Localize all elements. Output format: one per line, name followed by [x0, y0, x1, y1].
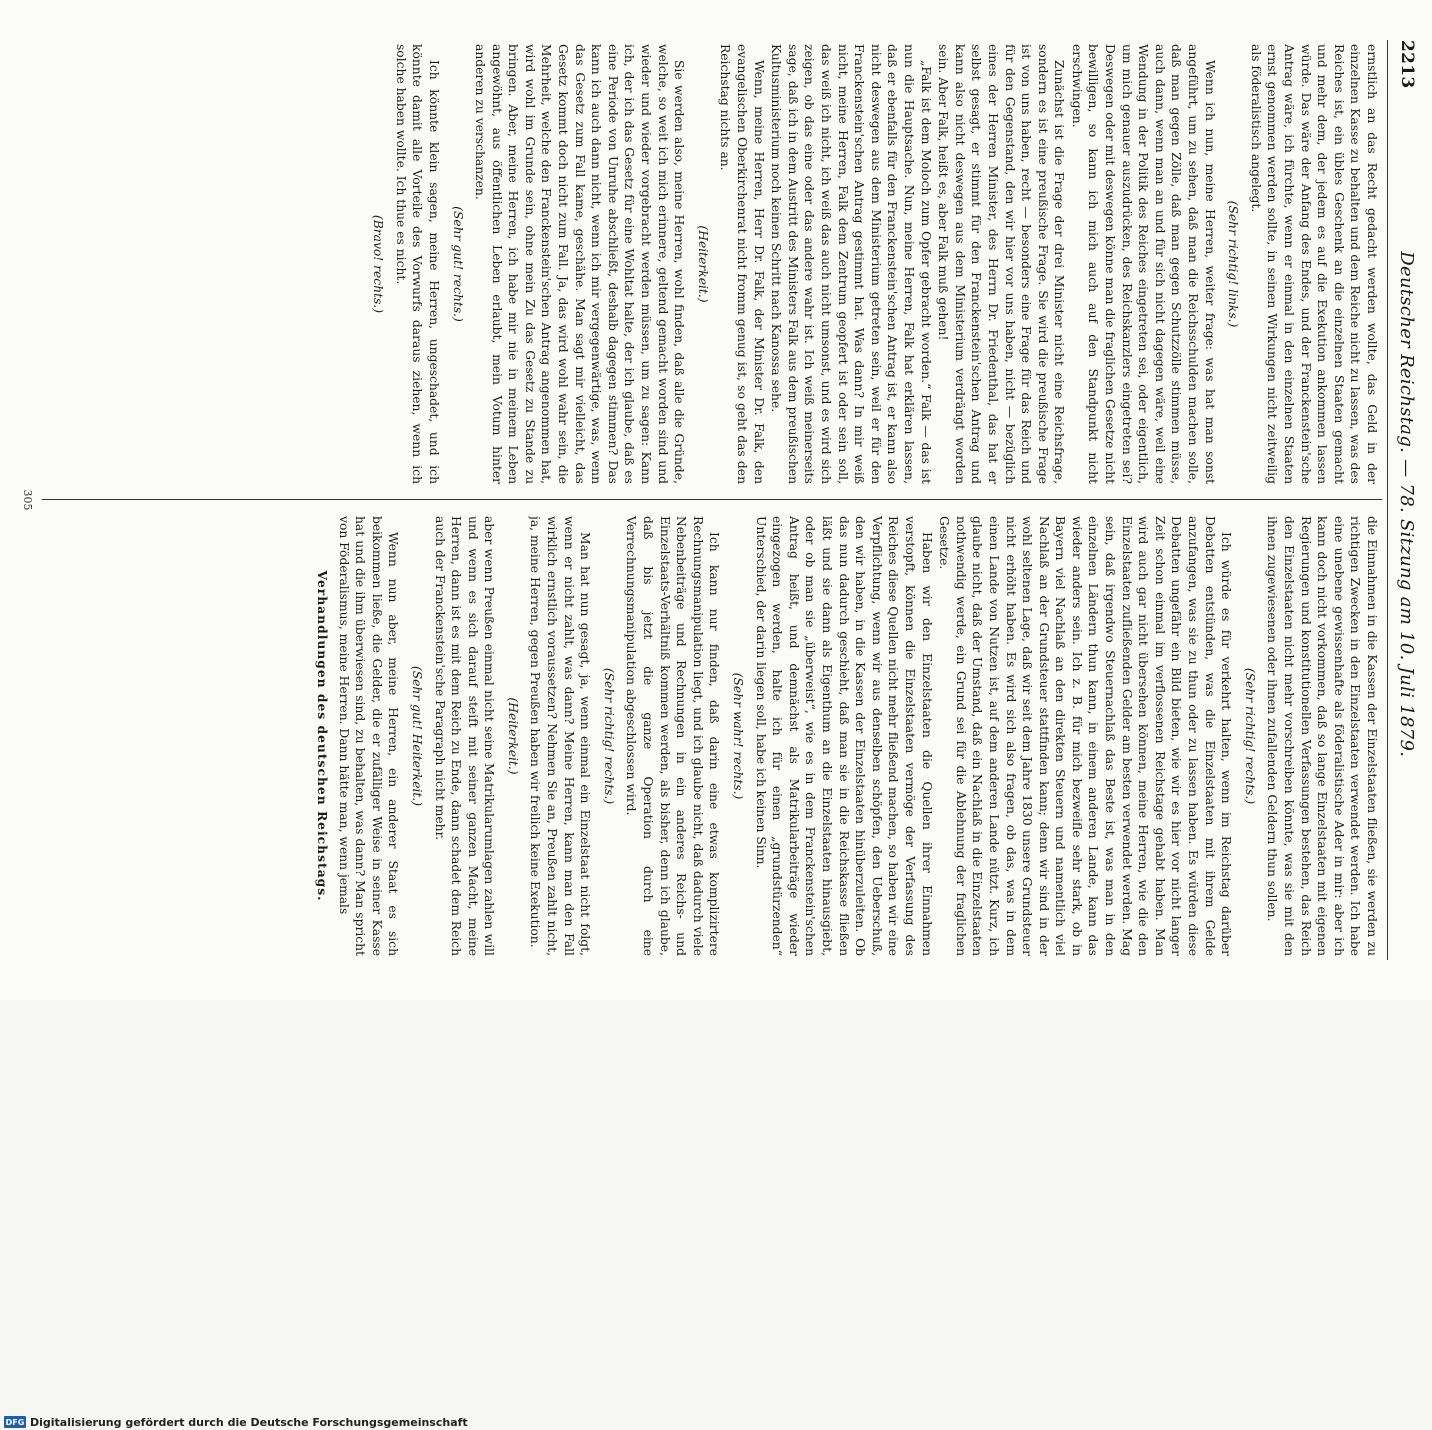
page-header: [1392, 40, 1422, 960]
interjection: (Bravo! rechts.): [371, 214, 386, 314]
paragraph: „Falk ist dem Moloch zum Opfer gebracht worden.“ Falk — das ist nun die Hauptsache. Nun, meine Herren, Falk hat erklären lassen, daß er ebenfalls für den Franckenstein'schen Antrag ist, er kann also nicht deswegen aus dem Ministerium getreten sein, weil er für den Franckenstein'schen Antrag gestimmt hat. Was dann? In mir weiß nicht, meine Herren, Falk dem Zentrum geopfert ist oder sein soll, das weiß ich nicht, ich weiß das auch nicht umsonst, und es wird sich zeigen, ob das eine oder das andere wahr ist. Ich weiß meinerseits sage, daß ich in dem Austritt des Ministers Falk aus dem preußischen Kultusministerium noch keinen Schritt nach Kanossa sehe.: [769, 44, 933, 484]
page-number: 2213: [1397, 40, 1417, 89]
column-divider: [42, 499, 1382, 500]
dfg-logo-icon: DFG: [5, 1417, 25, 1427]
interjection: (Sehr gut! Heiterkeit.): [409, 665, 424, 807]
paragraph: Wenn, meine Herren, Herr Dr. Falk, der Minister Dr. Falk, den evangelischen Oberkirchenrat nicht fromm genug ist, so geht das den Reichstag nichts an.: [718, 44, 766, 484]
paragraph: ernstlich an das Recht gedacht werden wollte, das Geld in der einzelnen Kasse zu behalten und dem Reiche nicht zu lassen, was des Reiches ist, ein übles Geschenk an die einzelnen Staaten gemacht und mehr dem, der jedem es auf die Exekution ankommen lassen würde. Das wäre der Anfang des Endes, und der Franckenstein'sche Antrag wäre, ich fürchte, wenn er einmal in den einzelnen Staaten ernst genommen werden sollte, in seinen Wirkungen nicht zeitweilig als föderalistisch angelegt.: [1248, 44, 1379, 484]
right-column: [60, 516, 1380, 956]
paragraph: Man hat nun gesagt, ja, wenn einmal ein Einzelstaat nicht folgt, wenn er nicht zahlt, was dann? Meine Herren, kann man den Fall wirklich ernstlich voraussetzen? Nehmen Sie an, Preußen zahlt nicht, ja, meine Herren, gegen Preußen haben wir freilich keine Exekution.: [528, 516, 593, 956]
interjection: (Sehr wahr! rechts.): [731, 672, 746, 800]
interjection: (Sehr richtig! links.): [1226, 200, 1241, 328]
paragraph: die Einnahmen in die Kassen der Einzelstaaten fließen, sie werden zu richtigen Zwecken in den Einzelstaaten verwendet werden. Ich habe eine unebene gewissenhafte als föderalistische Ader in mir: aber ich kann doch nicht vorkommen, daß so lange Einzelstaaten mit eigenen Regierungen und konstitutionellen Verfassungen bestehen, das Reich den Einzelstaaten nicht mehr vorschreiben könnte, was sie mit den ihnen zugewiesenen oder ihnen zufallenden Geldern thun sollen.: [1265, 516, 1379, 956]
paragraph: Wenn nun aber, meine Herren, ein anderer Staat es sich beikommen ließe, die Gelder, die er zufälliger Weise in seiner Kasse hat und die ihm überwiesen sind, zu behalten, was dann? Man spricht von Föderalismus, meine Herren. Dann hätte man, wenn jemals: [336, 516, 401, 956]
paragraph: aber wenn Preußen einmal nicht seine Matrikularumlagen zahlen will und wenn es sich darauf steift mit seiner ganzen Macht, meine Herren, dann ist es mit dem Reich zu Ende, dann schadet dem Reich auch der Franckenstein'sche Paragraph nicht mehr.: [432, 516, 497, 956]
interjection: (Sehr gut! rechts.): [450, 206, 465, 322]
digitization-credit: [0, 1414, 468, 1430]
paragraph: Sie werden also, meine Herren, wohl finden, daß alle die Gründe, welche, so weit ich mich erinnere, geltend gemacht worden sind und wieder und wieder vorgebracht werden müssen, um zu sagen: Kann ich, der ich das Gesetz für eine Wohltat halte, der ich glaube, daß es eine Periode von Unruhe abschließt, deshalb dagegen stimmen? Das kann ich auch dann nicht, wenn ich mir vergegenwärtige, was, wenn das Gesetz zum Fall kame, geschähe. Man sagt mir vielleicht, das Gesetz kommt doch nicht zum Fall. Ja, das wird wohl wahr sein, die Mehrheit, welche den Franckenstein'schen Antrag angenommen hat, wird wohl im Grunde sein, ohne mein Zu das Gesetz zu Stande zu bringen. Aber, meine Herren, ich habe mir nie in meinem Leben angewöhnt, aus öffentlichen Leben erlaubt, mein Votum hinter anderen zu verschanzen.: [473, 44, 687, 484]
interjection: (Sehr richtig! rechts.): [1242, 667, 1257, 805]
paragraph: Haben wir den Einzelstaaten die Quellen ihrer Einnahmen verstopft, können die Einzelstaaten vermöge der Verfassung des Reiches diese Quellen nicht mehr fließend machen, so haben wir eine Verpflichtung, wenn wir aus denselben schöpfen, den Ueberschuß, den wir haben, in die Kassen der Einzelstaaten hinüberzuleiten. Ob das nun dadurch geschieht, daß man sie in die Reichskasse fließen läßt und sie dann als Eigenthum an die Einzelstaaten hinausgiebt, oder ob man sie „überweist“, wie es in dem Franckenstein'schen Antrag heißt, und demnächst als Matrikularbeiträge wieder eingezogen werden, halte ich für einen „grundstürzenden“ Unterschied, der darin liegen soll, habe ich keinen Sinn.: [753, 516, 934, 956]
footer-signature: Verhandlungen des deutschen Reichstags.: [314, 570, 330, 902]
paragraph: Ich könnte klein sagen, meine Herren, ungeschadet, und ich könnte damit alle Vorteile des Vorwurfs daraus ziehen, wenn ich solche haben wollte. Ich thue es nicht.: [393, 44, 441, 484]
paragraph: Wenn ich nun, meine Herren, weiter frage: was hat man sonst angeführt, um zu sehen, daß man die Reichsschulden machen solle, daß man gegen Zölle, daß man gegen Schutzzölle stimmen müsse, auch dann, wenn man an und für sich nicht dagegen wäre, weil eine Wendung in der Politik des Reiches eingetreten sei, oder eigentlich, um mich genauer auszudrücken, des Reichskanzlers eingetreten sei? Deswegen oder mit deswegen könne man die fraglichen Gesetze nicht bewilligen, so kann ich mich auch auf den Standpunkt nicht erschwingen.: [1069, 44, 1217, 484]
paragraph: Ich würde es für verkehrt halten, wenn im Reichstag darüber Debatten entstünden, was die Einzelstaaten mit ihrem Gelde anzufangen, was sie zu thun oder zu lassen haben. Es würden diese Debatten ungefähr ein Bild bieten, wie wir es hier vor nicht langer Zeit schon einmal im verflossenen Reichstage gehabt haben. Man wird auch gar nicht übersehen können, meine Herren, wie die den Einzelstaaten zufließenden Gelder am besten verwendet werden. Mag sein, daß irgendwo Steuernachlaß das Beste ist, was man in den einzelnen Ländern thun kann, in einem anderen Lande, kann das wieder anders sein. Ich z. B. für mich bezweifle sehr stark, ob in Bayern viel Nachlaß an den direkten Steuern und namentlich viel Nachlaß an der Grundsteuer stattfinden kann; denn wir sind in der wohl seltenen Lage, daß wir seit dem Jahre 1830 unsere Grundsteuer nicht erhöht haben. Es wird sich also fragen, ob das, was in dem einen Lande von Nutzen ist, auf dem anderen Lande nützt. Kurz, ich glaube nicht, daß der Umstand, daß ein Nachlaß in die Einzelstaaten nothwendig werde, ein Grund sei für die Ablehnung der fraglichen Gesetze.: [937, 516, 1234, 956]
left-column: [60, 44, 1380, 484]
header-rule: [1387, 40, 1388, 960]
interjection: (Heiterkeit.): [695, 225, 710, 303]
interjection: (Heiterkeit.): [505, 697, 520, 775]
interjection: (Sehr richtig! rechts.): [601, 667, 616, 805]
credit-text: Digitalisierung gefördert durch die Deutsche Forschungsgemeinschaft: [30, 1415, 468, 1429]
page-title: Deutscher Reichstag. — 78. Sitzung am 10. Juli 1879.: [1396, 251, 1418, 758]
page-reference: 305: [21, 489, 34, 511]
paragraph: Ich kann nur finden, daß darin eine etwas komplizirtere Rechnungsmanipulation liegt, und ich glaube nicht, daß dadurch viele Nebenbeiträge und Rechnungen in ein anderes Reichs- und Einzelstaats-Verhältniß kommen werden, als bisher, denn ich glaube, daß bis jetzt die ganze Operation durch eine Verrechnungsmanipulation abgeschlossen wird.: [624, 516, 722, 956]
paragraph: Zunächst ist die Frage der drei Minister nicht eine Reichsfrage, sondern es ist eine preußische Frage. Sie wird die preußische Frage ist von uns haben, recht — besonders eine Frage für das Reich und für den Gegenstand, den wir hier vor uns haben, nicht — bezüglich eines der Herren Minister, des Herrn Dr. Friedenthal, das hat er selbst gesagt, er stimmt für den Franckenstein'schen Antrag und kann also nicht deswegen aus dem Ministerium verdrängt worden sein. Aber Falk, heißt es, aber Falk muß gehen!: [936, 44, 1067, 484]
